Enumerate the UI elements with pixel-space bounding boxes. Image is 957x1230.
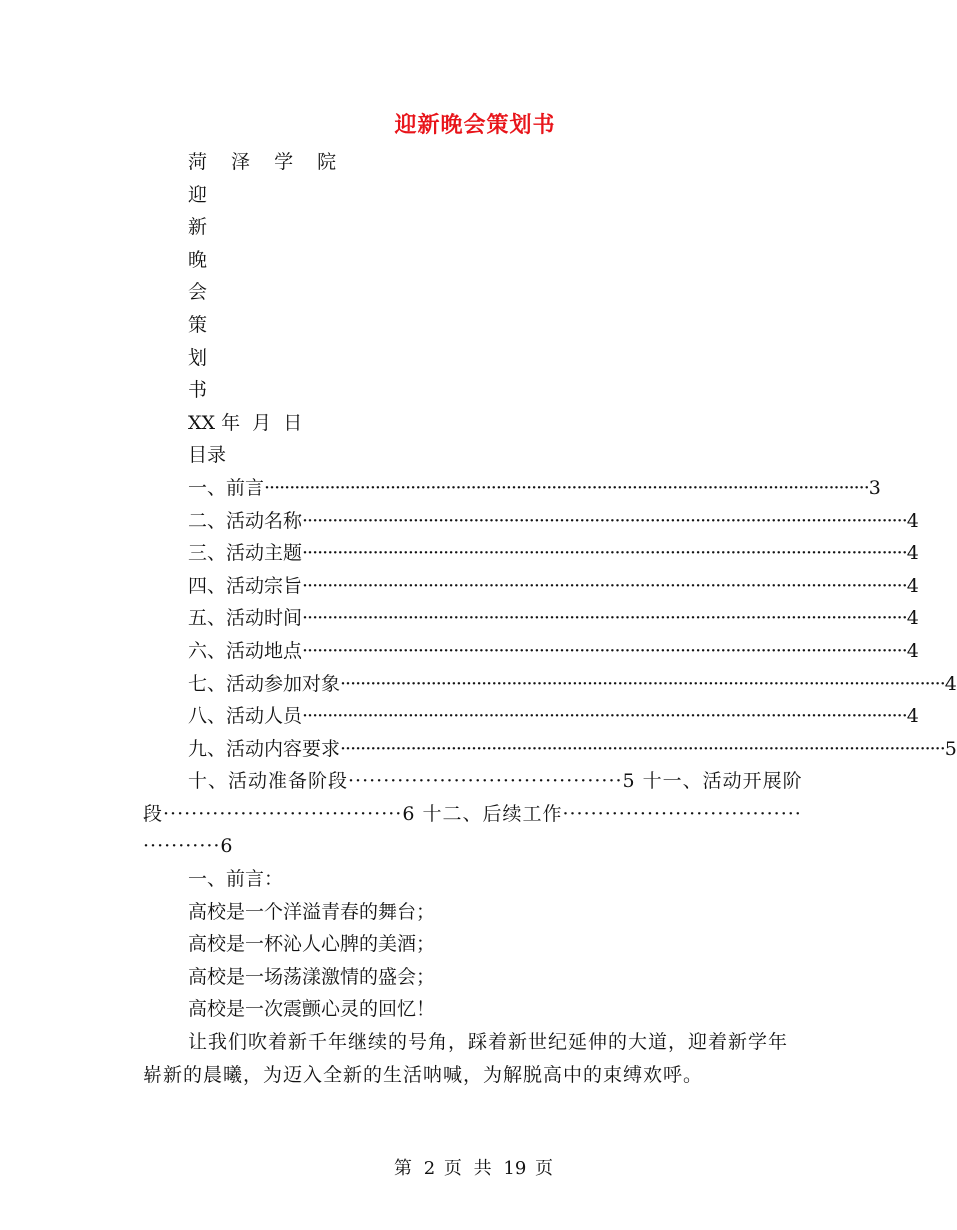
poem-line: 高校是一个洋溢青春的舞台； [188,900,436,923]
vertical-title-char: 划 [188,346,208,369]
toc-item-page: 4 [906,574,919,597]
toc-item-page: 4 [906,509,919,532]
vertical-title-char: 书 [188,379,208,402]
school-name: 菏 泽 学 院 [188,151,346,173]
footer-total-pages: 19 [503,1158,527,1179]
toc-item-label: 七、活动参加对象 [188,672,341,695]
toc-leader: ························································································································ [340,737,945,760]
body-paragraph: 让我们吹着新千年继续的号角，踩着新世纪延伸的大道，迎着新学年崭新的晨曦，为迈入全新的生活呐喊，为解脱高中的束缚欢呼。 [143,1031,789,1086]
footer-page-number: 2 [423,1158,436,1179]
toc-leader: ························································································································ [302,574,907,597]
toc-leader: ························································································································ [264,476,869,499]
toc-item [143,537,919,570]
toc-item-label: 一、前言 [188,476,265,499]
toc-leader: ························································································································ [302,705,907,728]
poem-line: 高校是一场荡漾激情的盛会； [188,965,436,988]
footer-suffix: 页 [535,1158,557,1179]
toc-item-page: 3 [868,476,881,499]
toc-item [143,602,919,635]
vertical-title-char: 会 [188,281,208,304]
poem-line: 高校是一杯沁人心脾的美酒； [188,933,436,956]
toc-item [143,472,881,505]
toc-item [143,733,957,766]
section-heading: 一、前言： [188,868,284,891]
toc-item-page: 4 [906,705,919,728]
vertical-title [143,179,803,407]
toc-wrapped-entries: 十、活动准备阶段·······································5 十一、活动开展阶段··································6 十二、后续工作·············································6 [143,770,803,858]
toc-leader: ························································································································ [340,672,945,695]
toc-leader: ························································································································ [302,607,907,630]
toc-heading: 目录 [188,444,227,467]
toc-item [143,635,919,668]
document-date: XX 年 月 日 [188,411,303,434]
vertical-title-char: 迎 [188,183,208,206]
vertical-title-char: 策 [188,313,208,336]
footer-middle: 页 共 [443,1158,495,1179]
toc-item-label: 九、活动内容要求 [188,737,341,760]
document-title: 迎新晚会策划书 [394,112,556,138]
toc-item [143,570,919,603]
footer-prefix: 第 [393,1158,415,1179]
toc-item-page: 5 [944,737,957,760]
vertical-title-char: 晚 [188,248,208,271]
toc-item-label: 六、活动地点 [188,639,303,662]
toc-item-label: 四、活动宗旨 [188,574,303,597]
toc-item-page: 4 [944,672,957,695]
toc-item-page: 4 [906,607,919,630]
toc-leader: ························································································································ [302,639,907,662]
page-footer [0,1154,950,1180]
document-body [143,146,957,1091]
toc-item-page: 4 [906,542,919,565]
toc-leader: ························································································································ [302,542,907,565]
toc-item [143,668,957,701]
toc-item-label: 五、活动时间 [188,607,303,630]
toc-item-label: 八、活动人员 [188,705,303,728]
poem-line: 高校是一次震颤心灵的回忆！ [188,998,436,1021]
toc-leader: ························································································································ [302,509,907,532]
toc-item [143,505,919,538]
toc-item-label: 二、活动名称 [188,509,303,532]
toc-item-page: 4 [906,639,919,662]
table-of-contents [143,472,957,863]
vertical-title-char: 新 [188,216,208,239]
toc-item [143,700,919,733]
toc-item-label: 三、活动主题 [188,542,303,565]
